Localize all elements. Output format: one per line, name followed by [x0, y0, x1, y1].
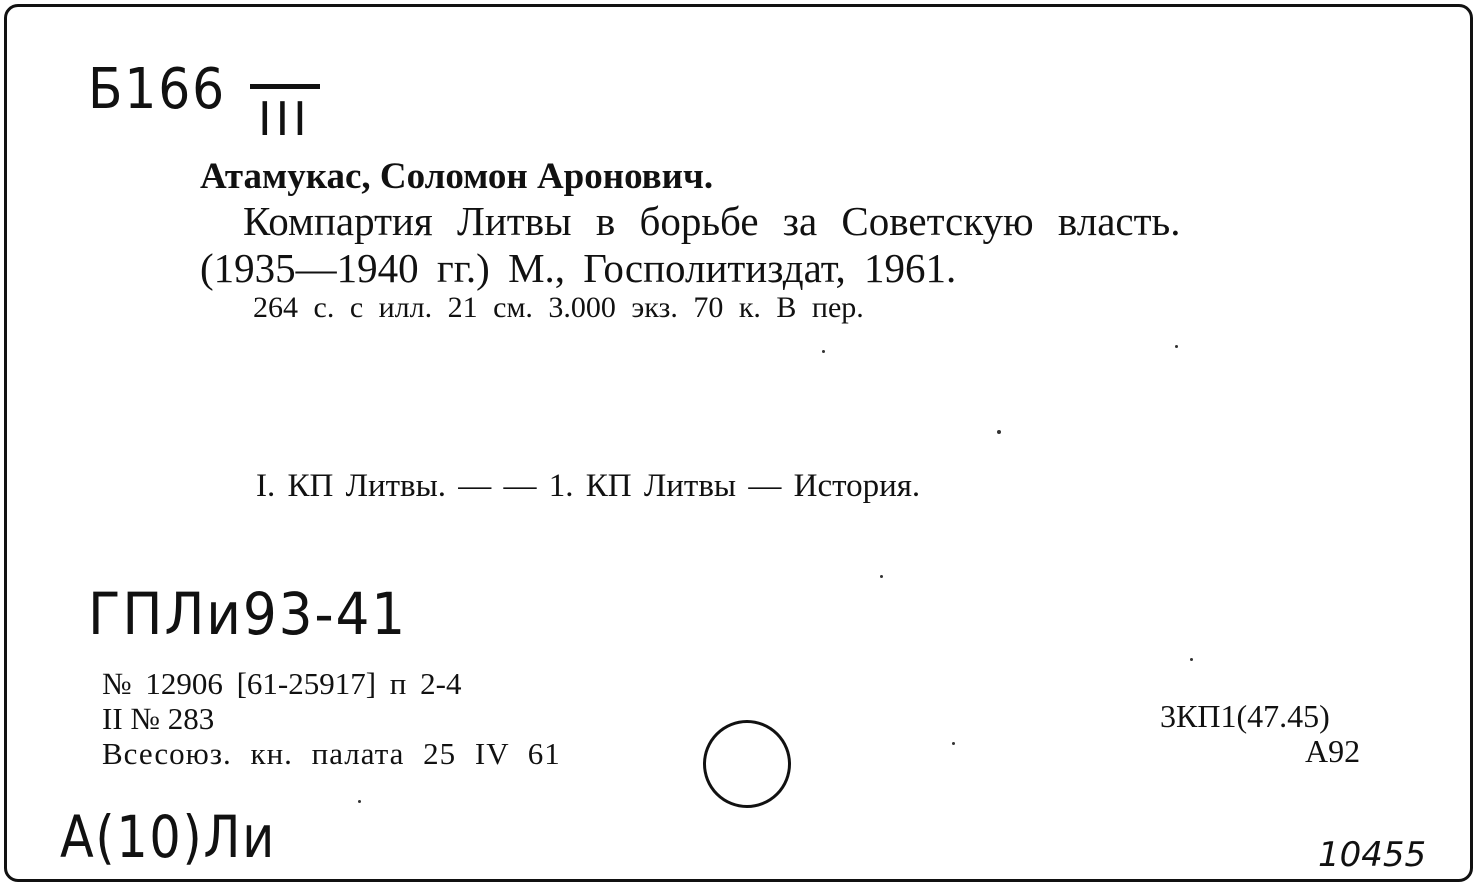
inventory-handwritten: ГПЛи93-41: [88, 580, 408, 648]
ink-speck: [1190, 658, 1193, 661]
card-punch-hole: [703, 720, 791, 808]
shelfmark-top: Б166: [88, 57, 226, 122]
author-heading: Атамукас, Соломон Аронович.: [200, 156, 714, 197]
handwritten-note: 10455: [1318, 835, 1427, 875]
classification-code: 3КП1(47.45): [1160, 698, 1330, 734]
ink-speck: [880, 575, 883, 578]
shelfmark-roman: III: [258, 92, 311, 146]
author-mark: А92: [1305, 733, 1361, 769]
record-line-3: Всесоюз. кн. палата 25 IV 61: [102, 736, 561, 771]
ink-speck: [1175, 345, 1178, 348]
physical-description: 264 с. с илл. 21 см. 3.000 экз. 70 к. В пер.: [253, 291, 864, 324]
record-line-1: № 12906 [61-25917] п 2-4: [102, 666, 462, 701]
shelfmark-bottom: А(10)Ли: [60, 803, 276, 871]
shelfmark-overbar: [250, 84, 320, 89]
title-line-1: Компартия Литвы в борьбе за Советскую власть.: [243, 198, 1181, 244]
subject-headings: I. КП Литвы. — — 1. КП Литвы — История.: [256, 468, 921, 504]
ink-speck: [952, 742, 955, 745]
title-line-2: (1935—1940 гг.) М., Госполитиздат, 1961.: [200, 245, 957, 291]
ink-speck: [997, 430, 1001, 434]
ink-speck: [822, 350, 825, 353]
ink-speck: [358, 800, 361, 803]
record-line-2: II № 283: [102, 701, 215, 736]
